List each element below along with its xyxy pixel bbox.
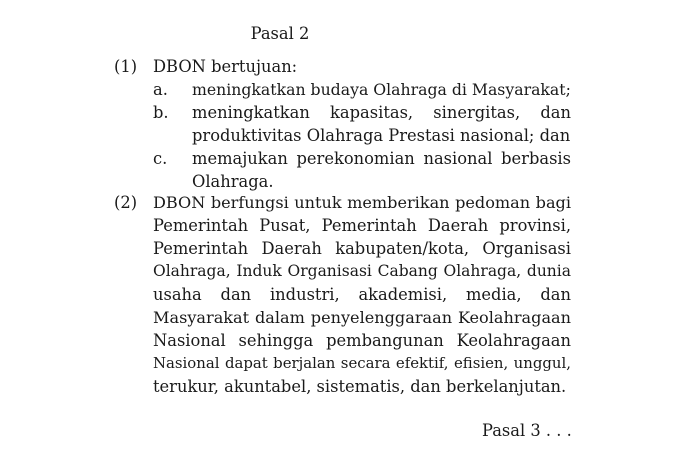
item-b-letter: b. — [153, 103, 169, 122]
clause-1-number: (1) — [114, 57, 138, 76]
item-b-line-2: produktivitas Olahraga Prestasi nasional; dan — [192, 126, 571, 145]
item-a-text — [192, 78, 571, 101]
clause-2-line-5: usaha dan industri, akademisi, media, dan — [153, 285, 571, 304]
clause-2-line-3: Pemerintah Daerah kabupaten/kota, Organisasi — [153, 239, 571, 258]
next-article-reference: Pasal 3 . . . — [482, 421, 572, 440]
clause-2-line-4: Olahraga, Induk Organisasi Cabang Olahraga, dunia — [153, 262, 571, 280]
clause-2-line-2: Pemerintah Pusat, Pemerintah Daerah provinsi, — [153, 216, 571, 235]
clause-2-line-1: DBON berfungsi untuk memberikan pedoman bagi — [153, 193, 571, 212]
clause-1-intro: DBON bertujuan: — [153, 57, 298, 76]
clause-2-number: (2) — [114, 193, 138, 212]
item-c-text — [192, 147, 571, 193]
item-c-line-1: memajukan perekonomian nasional berbasis — [192, 149, 571, 168]
clause-2-body — [153, 191, 571, 398]
item-c-letter: c. — [153, 149, 168, 168]
item-b-line-1: meningkatkan kapasitas, sinergitas, dan — [192, 103, 571, 122]
item-a-line-1: meningkatkan budaya Olahraga di Masyarakat; — [192, 80, 571, 99]
item-a-letter: a. — [153, 80, 168, 99]
clause-2-line-9: terukur, akuntabel, sistematis, dan berkelanjutan. — [153, 377, 567, 396]
item-b-text — [192, 101, 571, 147]
clause-2-line-6: Masyarakat dalam penyelenggaraan Keolahragaan — [153, 308, 571, 327]
article-heading: Pasal 2 — [250, 24, 310, 43]
item-c-line-2: Olahraga. — [192, 172, 274, 191]
clause-2-line-7: Nasional sehingga pembangunan Keolahragaan — [153, 331, 571, 350]
clause-2-line-8: Nasional dapat berjalan secara efektif, efisien, unggul, — [153, 354, 571, 372]
